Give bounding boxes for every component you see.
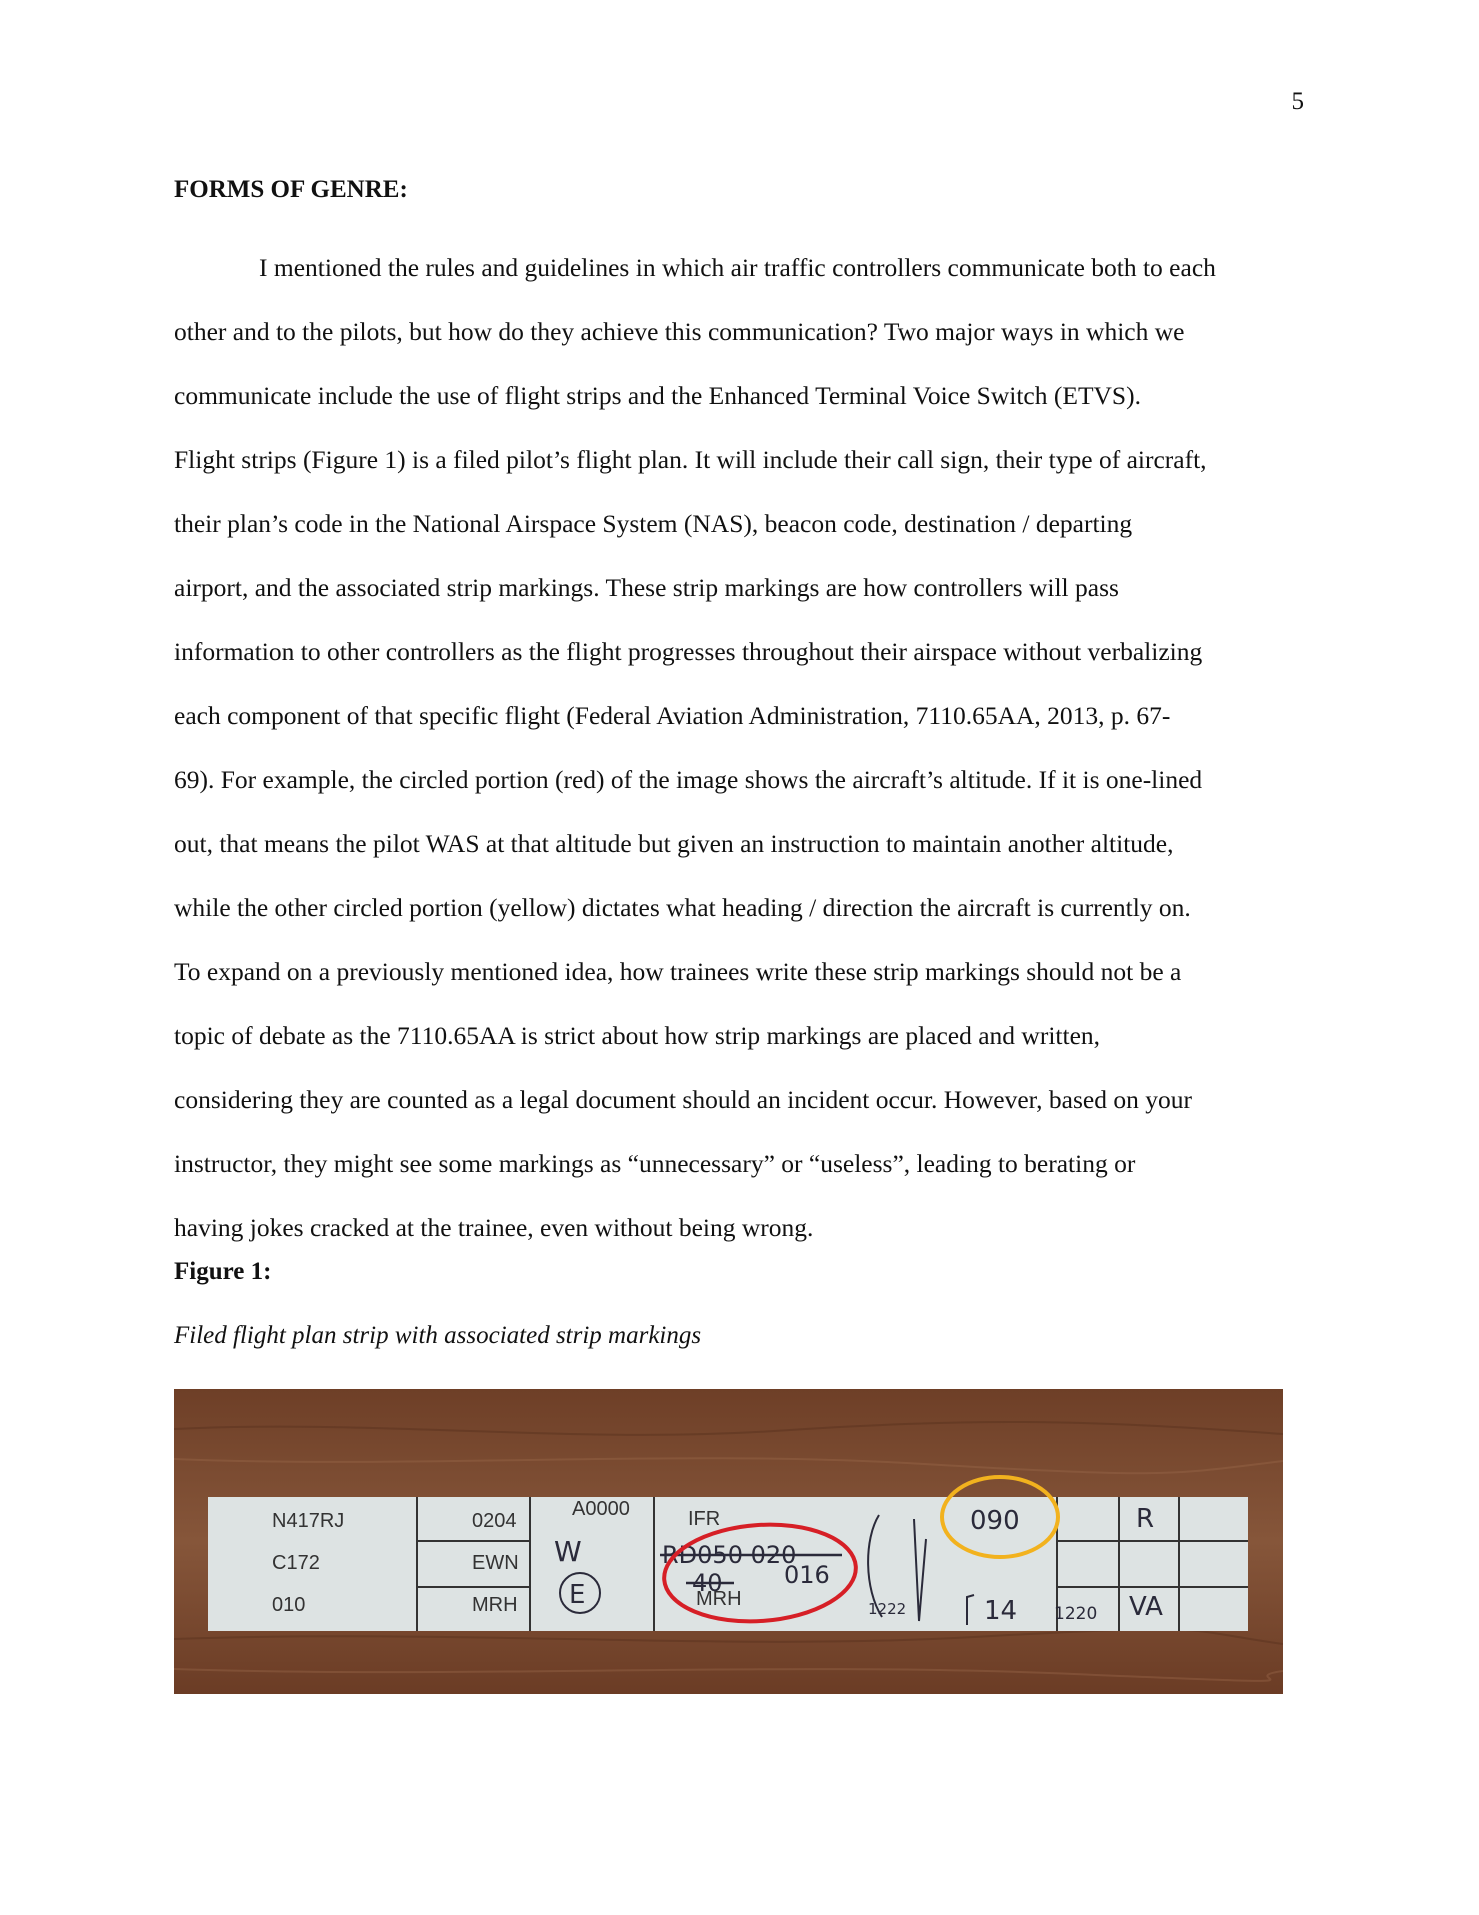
body-line: while the other circled portion (yellow) dictates what heading / direction the aircraft is currently on. [174,893,1191,922]
hand-time-1: 1222 [868,1600,907,1618]
strip-departure: EWN [472,1552,519,1574]
figure-label: Figure 1: [174,1258,272,1285]
strip-time: 0204 [472,1510,517,1532]
figure-caption: Filed flight plan strip with associated strip markings [174,1322,702,1349]
hand-altitude-extra: 016 [784,1561,830,1589]
hand-r: R [1136,1504,1155,1534]
strip-flight-rules: IFR [688,1508,721,1530]
hand-va: VA [1129,1592,1163,1622]
body-line: out, that means the pilot WAS at that altitude but given an instruction to maintain another altitude, [174,829,1174,858]
hand-circled-e: E [569,1580,586,1610]
body-line: communicate include the use of flight strips and the Enhanced Terminal Voice Switch (ETVS). [174,381,1141,410]
body-line: information to other controllers as the flight progresses throughout their airspace without verbalizing [174,637,1203,666]
section-heading: FORMS OF GENRE: [174,176,408,203]
hand-14: 14 [984,1596,1018,1626]
hand-altitude-new: 40 [692,1569,723,1597]
body-line: considering they are counted as a legal document should an incident occur. However, based on your [174,1085,1192,1114]
strip-destination: MRH [472,1594,518,1616]
body-line: having jokes cracked at the trainee, even without being wrong. [174,1213,814,1242]
hand-w: W [554,1535,582,1568]
body-line: topic of debate as the 7110.65AA is strict about how strip markings are placed and written, [174,1021,1101,1050]
hand-heading: 090 [970,1506,1020,1536]
strip-callsign: N417RJ [272,1510,345,1532]
body-line: airport, and the associated strip markings. These strip markings are how controllers will pass [174,573,1119,602]
body-line: their plan’s code in the National Airspace System (NAS), beacon code, destination / departing [174,509,1133,538]
flight-strip [208,1477,1248,1631]
strip-altitude: 010 [272,1594,306,1616]
strip-route-dest: MRH [696,1588,742,1610]
hand-altitude-struck: RD050 020 [662,1541,797,1569]
strip-beacon: A0000 [572,1498,630,1520]
body-line: instructor, they might see some markings as “unnecessary” or “useless”, leading to berating or [174,1149,1136,1178]
body-line: 69). For example, the circled portion (red) of the image shows the aircraft’s altitude. If it is one-lined [174,765,1203,794]
body-line: I mentioned the rules and guidelines in which air traffic controllers communicate both to each [259,253,1216,282]
body-line: other and to the pilots, but how do they achieve this communication? Two major ways in which we [174,317,1185,346]
page-number: 5 [1291,88,1304,115]
body-line: To expand on a previously mentioned idea, how trainees write these strip markings should not be a [174,957,1182,986]
hand-time-2: 1220 [1054,1604,1098,1624]
flight-strip-photo [174,1389,1283,1694]
body-line: Flight strips (Figure 1) is a filed pilot’s flight plan. It will include their call sign, their type of aircraft, [174,445,1207,474]
strip-aircraft-type: C172 [272,1552,320,1574]
body-paragraph [174,236,1314,1260]
body-line: each component of that specific flight (Federal Aviation Administration, 7110.65AA, 2013, p. 67- [174,701,1171,730]
